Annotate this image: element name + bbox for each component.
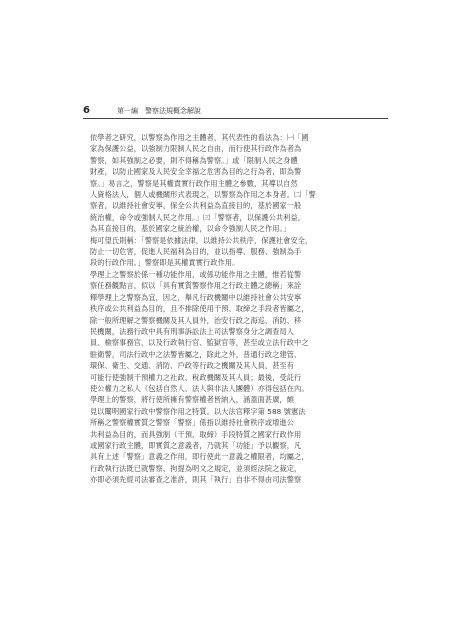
text-line: 釋學理上之警察為宜，因之，舉凡行政機關中以維持社會公共安寧	[90, 292, 302, 302]
text-line: 梅可望氏則稱：「警察是依據法律，以維持公共秩序，保護社會安全，	[90, 235, 313, 245]
body-text	[90, 132, 380, 562]
text-line: 所稱之警察權實質之警察「警察」係指以維持社會秩序或增進公	[90, 418, 295, 428]
text-line: 駐衛警，司法行政中之法警皆屬之，除此之外，普通行政之建管、	[90, 349, 302, 359]
text-line: 察者，以維持社會安寧，保全公共利益為直接目的，基於國家一般	[90, 201, 302, 211]
text-line: 學理上之警察於係一種功能作用，或係功能作用之主體，惟若從警	[90, 269, 302, 279]
text-line: 察任務觀點言，似以「具有實質警察作用之行政主體之總稱」來詮	[90, 281, 302, 291]
text-line: 使公權力之私人（包括自然人、法人與非法人團體）亦得包括在內。	[90, 383, 309, 393]
text-line: 統治權，命令或強制人民之作用。」㈢「警察者，以保護公共利益，	[90, 212, 306, 222]
text-line: 人資格法人，個人或機關形式表現之，以警察為作用之本身者。㈡「警	[90, 190, 316, 200]
text-line: 亦即必須先經司法審查之准許，則其「執行」自非不得由司法警察	[90, 475, 302, 485]
page-header	[83, 103, 388, 119]
text-line: 除一般所理解之警察機關及其人員外，治安行政之海巡、消防、移	[90, 315, 302, 325]
text-line: 可能行使強制干預權力之社政、稅政機關及其人員；最後，受託行	[90, 372, 302, 382]
text-line: 見以闡明國家行政中警察作用之特質。以大法官釋字第 588 號憲法	[90, 406, 306, 416]
text-line: 或國家行政主體，即實質之意義者，乃就其「功能」予以觀察，凡	[90, 440, 302, 450]
text-line: 為其直接目的，基於國家之統治權，以命令強制人民之作用。」	[90, 224, 291, 234]
text-line: 依學者之研究，以警察為作用之主體者，其代表性的看法為：㈠「國	[90, 133, 309, 142]
text-line: 環保、衛生、交通、消防、戶政等行政之機關及其人員，甚至有	[90, 361, 295, 371]
text-line: 防止一切危害，促進人民福利為目的，並以指導、服務、強制為手	[90, 247, 302, 257]
text-line: 學理上的警察，將行使所擁有警察權者皆納入，涵蓋面甚廣，頗	[90, 395, 295, 405]
text-line: 共利益為目的，而具強制（干預、取締）手段特質之國家行政作用	[90, 429, 302, 439]
text-line: 察。」易言之，警察是其權責實行政作用主體之參數，其導以自然	[90, 178, 298, 188]
text-line: 行政執行法既已就警察、拘提為明文之規定，並須經法院之裁定，	[90, 463, 302, 473]
text-line: 家為保護公益，以強制力限制人民之自由，而行使其行政作為者為	[90, 144, 302, 154]
page-number: 6	[83, 105, 90, 116]
text-line: 財產，以防止國家及人民安全幸福之危害為目的之行為者，即為警	[90, 167, 302, 177]
text-line: 民機關，法務行政中具有刑事訴訟法上司法警察身分之調查局人	[90, 326, 295, 336]
header-rule	[83, 118, 388, 119]
text-line: 警察，如其強制之必要，則不得稱為警察。」或「限制人民之身體	[90, 155, 298, 165]
text-line: 具有上述「警察」意義之作用，即行使此一意義之權限者，均屬之，	[90, 452, 309, 462]
text-line: 秩序或公共利益為目的，且不排除使用干預、取締之手段者皆屬之，	[90, 304, 309, 314]
chapter-title: 第一編 警察法規概念解說	[117, 107, 201, 115]
text-line: 段的行政作用。」警察即是其權責實行政作用。	[90, 258, 240, 268]
text-line: 員、檢察事務官，以及行政執行官、監獄官等，甚至或立法行政中之	[90, 338, 309, 348]
